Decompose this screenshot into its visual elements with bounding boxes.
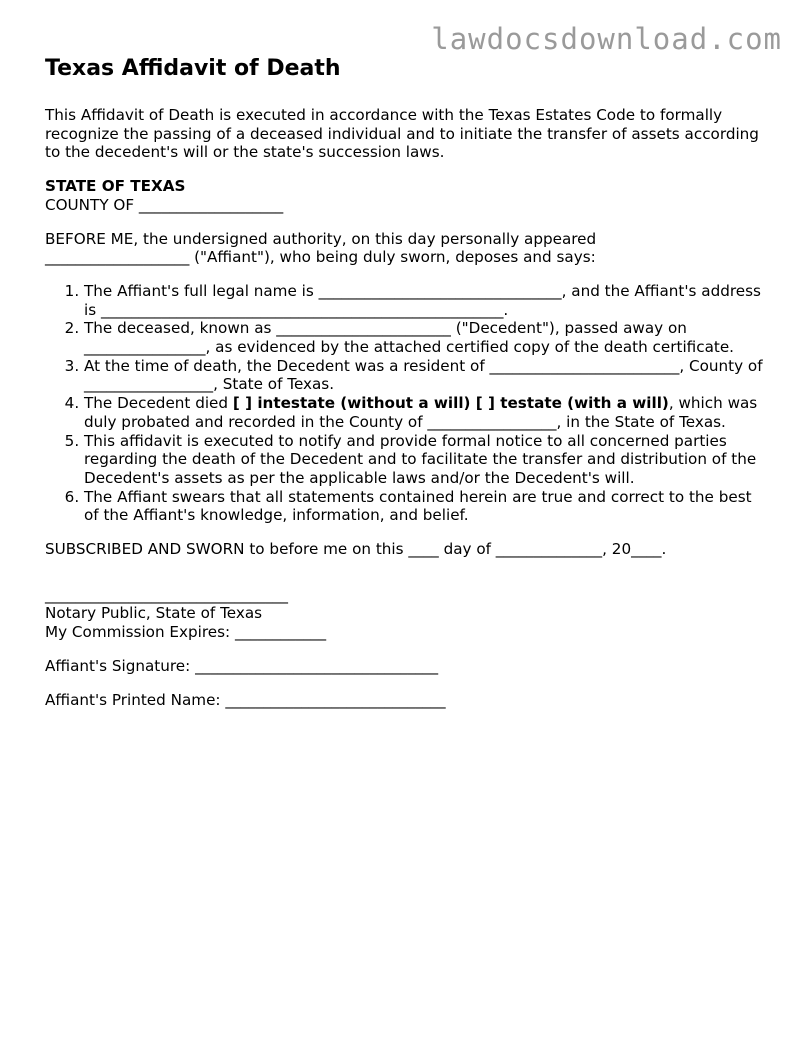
notary-title: Notary Public, State of Texas	[45, 604, 263, 623]
watermark: lawdocsdownload.com	[431, 22, 782, 56]
county-line: COUNTY OF ___________________	[45, 195, 284, 214]
document-page	[45, 56, 765, 724]
before-me-line-1: BEFORE ME, the undersigned authority, on this day personally appeared	[45, 229, 597, 248]
subscribed-sworn-line: SUBSCRIBED AND SWORN to before me on this ____ day of ______________, 20____.	[45, 540, 667, 559]
statement-item-2: 2. The deceased, known as _______________________ ("Decedent"), passed away on ________________, as evidenced by the attached certified copy of the death certificate.	[84, 319, 765, 356]
statement-item-6: 6. The Affiant swears that all statements contained herein are true and correct to the best of the Affiant's knowledge, information, and belief.	[84, 488, 765, 525]
notary-commission: My Commission Expires: ____________	[45, 623, 327, 642]
statement-item-4-post: , which was duly probated and recorded in the County of _________________, in the State of Texas.	[84, 394, 758, 431]
affiant-printed-name-line: Affiant's Printed Name: _____________________________	[45, 690, 446, 709]
affiant-signature-line: Affiant's Signature: ________________________________	[45, 656, 439, 675]
statement-item-3: 3. At the time of death, the Decedent was a resident of _________________________, County of _________________, State of Texas.	[84, 357, 765, 394]
notary-signature-line: ________________________________	[45, 585, 288, 604]
state-heading: STATE OF TEXAS	[45, 177, 186, 196]
statement-item-4-pre: The Decedent died	[84, 394, 233, 413]
statement-item-4	[84, 394, 765, 431]
statements-list	[45, 282, 765, 525]
will-status-options: [ ] intestate (without a will) [ ] testate (with a will)	[232, 394, 669, 413]
page-title: Texas Affidavit of Death	[45, 56, 341, 81]
before-me-paragraph	[45, 230, 765, 267]
notary-block	[45, 586, 765, 642]
before-me-line-2: ___________________ ("Affiant"), who being duly sworn, deposes and says:	[45, 248, 596, 267]
intro-paragraph: This Affidavit of Death is executed in accordance with the Texas Estates Code to formally recognize the passing of a deceased individual and to initiate the transfer of assets according to the decedent's will or the state's succession laws.	[45, 106, 759, 162]
statement-item-5: 5. This affidavit is executed to notify and provide formal notice to all concerned parties regarding the death of the Decedent and to facilitate the transfer and distribution of the Decedent's assets as per the applicable laws and/or the Decedent's will.	[84, 432, 765, 488]
statement-item-1: 1. The Affiant's full legal name is ________________________________, and the Affiant's address is _____________________________________________________.	[84, 282, 765, 319]
